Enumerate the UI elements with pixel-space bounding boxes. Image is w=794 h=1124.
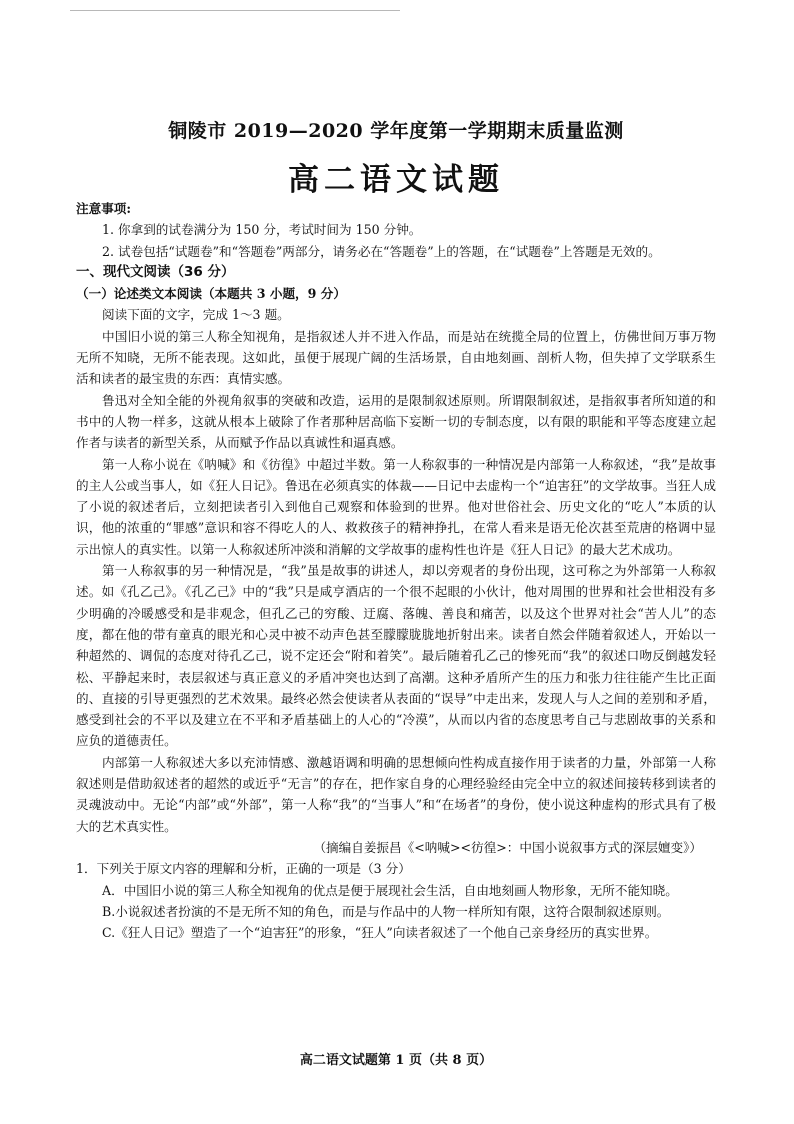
section-heading: 一、现代文阅读（36 分） (76, 263, 235, 280)
question-option: C.《狂人日记》塑造了一个“迫害狂”的形象，“狂人”向读者叙述了一个他自己亲身经历的真实世界。 (102, 925, 658, 941)
question-option: A．中国旧小说的第三人称全知视角的优点是便于展现社会生活，自由地刻画人物形象，无所不能知晓。 (102, 882, 678, 898)
passage-paragraph: 中国旧小说的第三人称全知视角，是指叙述人并不进入作品，而是站在统揽全局的位置上，仿佛世间万事万物无所不知晓，无所不能表现。这如此，虽便于展现广阔的生活场景，自由地刻画、剖析人物，但失掉了文学联系生活和读者的最宝贵的东西：真情实感。 (76, 328, 716, 387)
passage-paragraph: 第一人称叙事的另一种情况是，“我”虽是故事的讲述人，却以旁观者的身份出现，这可称之为外部第一人称叙述。如《孔乙己》。《孔乙己》中的“我”只是咸亨酒店的一个很不起眼的小伙计，他对周围的世界和社会世相没有多少明确的冷暖感受和是非观念，但孔乙己的穷酸、迂腐、落魄、善良和痛苦，以及这个世界对社会“苦人儿”的态度，都在他的带有童真的眼光和心灵中被不动声色甚至朦朦胧胧地折射出来。读者自然会伴随着叙述人，开始以一种超然的、调侃的态度对待孔乙己，说不定还会“附和着笑”。最后随着孔乙己的惨死而“我”的叙述口吻反倒越发轻松、平静起来时，表层叙述与真正意义的矛盾冲突也达到了高潮。这种矛盾所产生的压力和张力往往能产生比正面的、直接的引导更强烈的艺术效果。最终必然会使读者从表面的“误导”中走出来，发现人与人之间的差别和矛盾，感受到社会的不平以及建立在不平和矛盾基础上的人心的“冷漠”，从而以内省的态度思考自己与悲剧故事的关系和应负的道德责任。 (76, 563, 716, 749)
notice-item: 2. 试卷包括“试题卷”和“答题卷”两部分，请务必在“答题卷”上的答题，在“试题卷”上答题是无效的。 (102, 243, 661, 259)
passage-source: （摘编自姜振昌《<呐喊><彷徨>：中国小说叙事方式的深层嬗变》） (313, 839, 702, 855)
reading-instruction: 阅读下面的文字，完成 1～3 题。 (102, 307, 290, 323)
passage-paragraph: 内部第一人称叙述大多以充沛情感、激越语调和明确的思想倾向性构成直接作用于读者的力量，外部第一人称叙述则是借助叙述者的超然的或近乎“无言”的存在，把作家自身的心理经验经由完全中立的叙述间接转移到读者的灵魂波动中。无论“内部”或“外部”，第一人称“我”的“当事人”和“在场者”的身份，使小说这种虚构的形式具有了极大的艺术真实性。 (76, 754, 716, 834)
exam-body (76, 198, 716, 943)
subsection-heading: （一）论述类文本阅读（本题共 3 小题，9 分） (76, 286, 346, 302)
question-option: B.小说叙述者扮演的不是无所不知的角色，而是与作品中的人物一样所知有限，这符合限制叙述原则。 (102, 903, 670, 919)
notice-item: 1. 你拿到的试卷满分为 150 分，考试时间为 150 分钟。 (102, 222, 422, 238)
exam-supertitle: 铜陵市 2019—2020 学年度第一学期期末质量监测 (168, 120, 624, 142)
page-footer: 高二语文试题第 1 页（共 8 页） (299, 1053, 493, 1068)
question-stem: 1．下列关于原文内容的理解和分析，正确的一项是（3 分） (76, 861, 411, 877)
passage-paragraph: 第一人称小说在《呐喊》和《彷徨》中超过半数。第一人称叙事的一种情况是内部第一人称叙述，“我”是故事的主人公或当事人，如《狂人日记》。鲁迅在必须真实的体裁——日记中去虚构一个“迫害狂”的文学故事。当狂人成了小说的叙述者后，立刻把读者引入到他自己观察和体验到的世界。他对世俗社会、历史文化的“吃人”本质的认识，他的浓重的“罪感”意识和容不得吃人的人、救救孩子的精神挣扎，在常人看来是语无伦次甚至荒唐的格调中显示出惊人的真实性。以第一人称叙述所冲淡和消解的文学故事的虚构性也许是《狂人日记》的最大艺术成功。 (76, 456, 716, 557)
exam-title: 高二语文试题 (288, 162, 504, 198)
notice-heading: 注意事项: (76, 201, 132, 216)
passage-paragraph: 鲁迅对全知全能的外视角叙事的突破和改造，运用的是限制叙述原则。所谓限制叙述，是指叙事者所知道的和书中的人物一样多，这就从根本上破除了作者那种居高临下妄断一切的专制态度，以有限的职能和平等态度建立起作者与读者的新型关系，从而赋予作品以真诚性和逼真感。 (76, 392, 716, 451)
scan-edge-line (70, 10, 400, 11)
